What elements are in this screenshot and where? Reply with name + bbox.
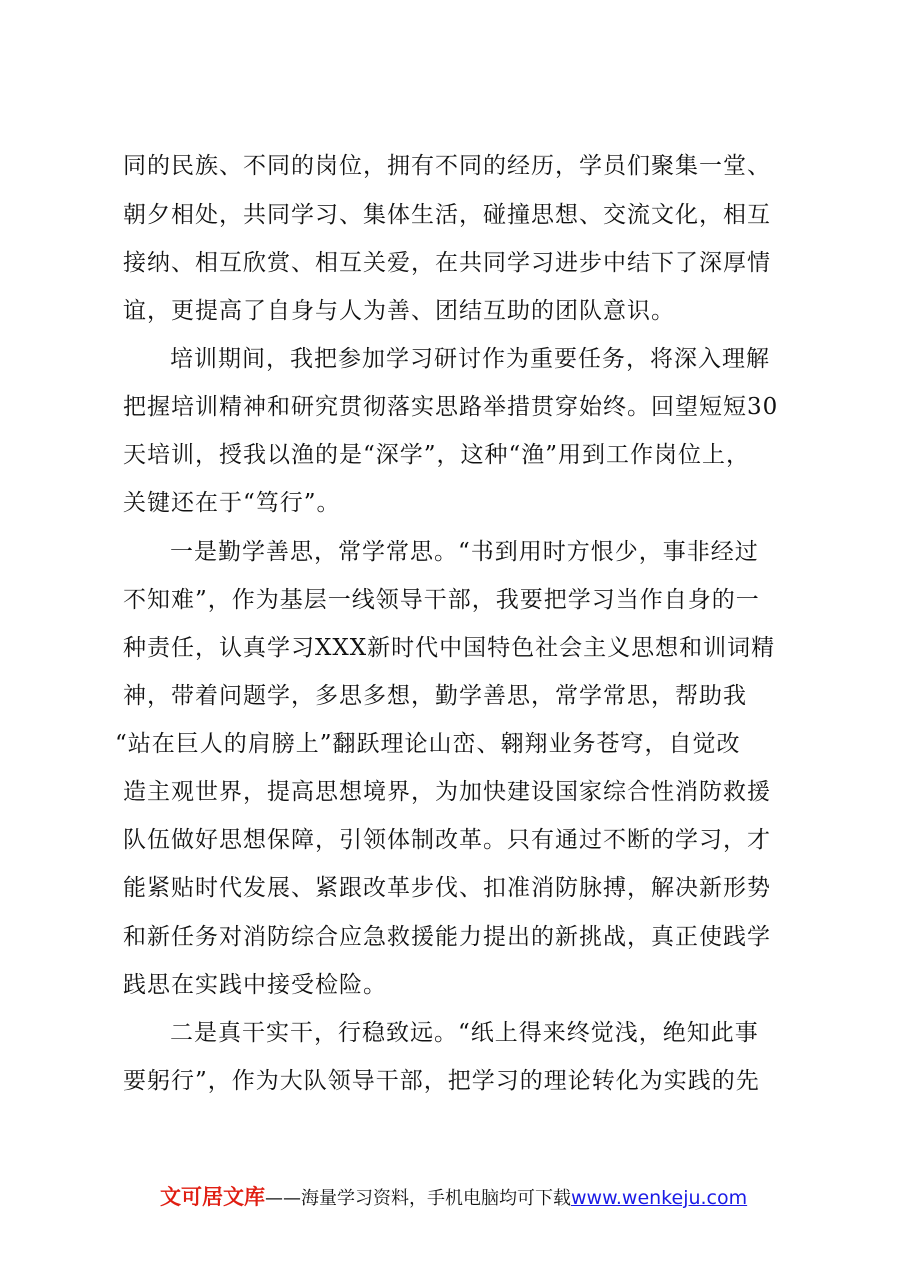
text-line: 同的民族、不同的岗位，拥有不同的经历，学员们聚集一堂、 [123, 153, 771, 179]
text-line: 不知难”，作为基层一线领导干部，我要把学习当作自身的一 [123, 587, 760, 613]
text-line: 种责任，认真学习XXX新时代中国特色社会主义思想和训词精 [123, 635, 776, 661]
text-line: “站在巨人的肩膀上”翻跃理论山峦、翱翔业务苍穹，自觉改 [115, 731, 741, 757]
text-line: 造主观世界，提高思想境界，为加快建设国家综合性消防救援 [123, 779, 771, 805]
text-line: 把握培训精神和研究贯彻落实思路举措贯穿始终。回望短短30 [123, 394, 779, 420]
text-line: 朝夕相处，共同学习、集体生活，碰撞思想、交流文化，相互 [123, 202, 771, 228]
text-line: 天培训，授我以渔的是“深学”，这种“渔”用到工作岗位上， [123, 442, 751, 468]
text-line: 践思在实践中接受检险。 [123, 972, 387, 998]
text-line: 能紧贴时代发展、紧跟改革步伐、扣准消防脉搏，解决新形势 [123, 875, 771, 901]
paragraph-first-line: 培训期间，我把参加学习研讨作为重要任务，将深入理解 [170, 346, 770, 372]
footer-brand: 文可居文库 [160, 1185, 265, 1209]
text-line: 接纳、相互欣赏、相互关爱，在共同学习进步中结下了深厚情 [123, 250, 771, 276]
text-line: 队伍做好思想保障，引领体制改革。只有通过不断的学习，才 [123, 827, 771, 853]
paragraph-first-line: 一是勤学善思，常学常思。“书到用时方恨少，事非经过 [170, 539, 759, 565]
footer-tagline: ——海量学习资料，手机电脑均可下载 [265, 1188, 571, 1209]
footer-link[interactable]: www.wenkeju.com [571, 1187, 748, 1209]
paragraph-first-line: 二是真干实干，行稳致远。“纸上得来终觉浅，绝知此事 [170, 1020, 759, 1046]
text-line: 和新任务对消防综合应急救援能力提出的新挑战，真正使践学 [123, 924, 771, 950]
footer-banner [160, 1180, 780, 1214]
text-line: 谊，更提高了自身与人为善、团结互助的团队意识。 [123, 298, 675, 324]
text-line: 神，带着问题学，多思多想，勤学善思，常学常思，帮助我 [123, 683, 747, 709]
text-line: 要躬行”，作为大队领导干部，把学习的理论转化为实践的先 [123, 1068, 760, 1094]
text-line: 关键还在于“笃行”。 [123, 490, 341, 516]
